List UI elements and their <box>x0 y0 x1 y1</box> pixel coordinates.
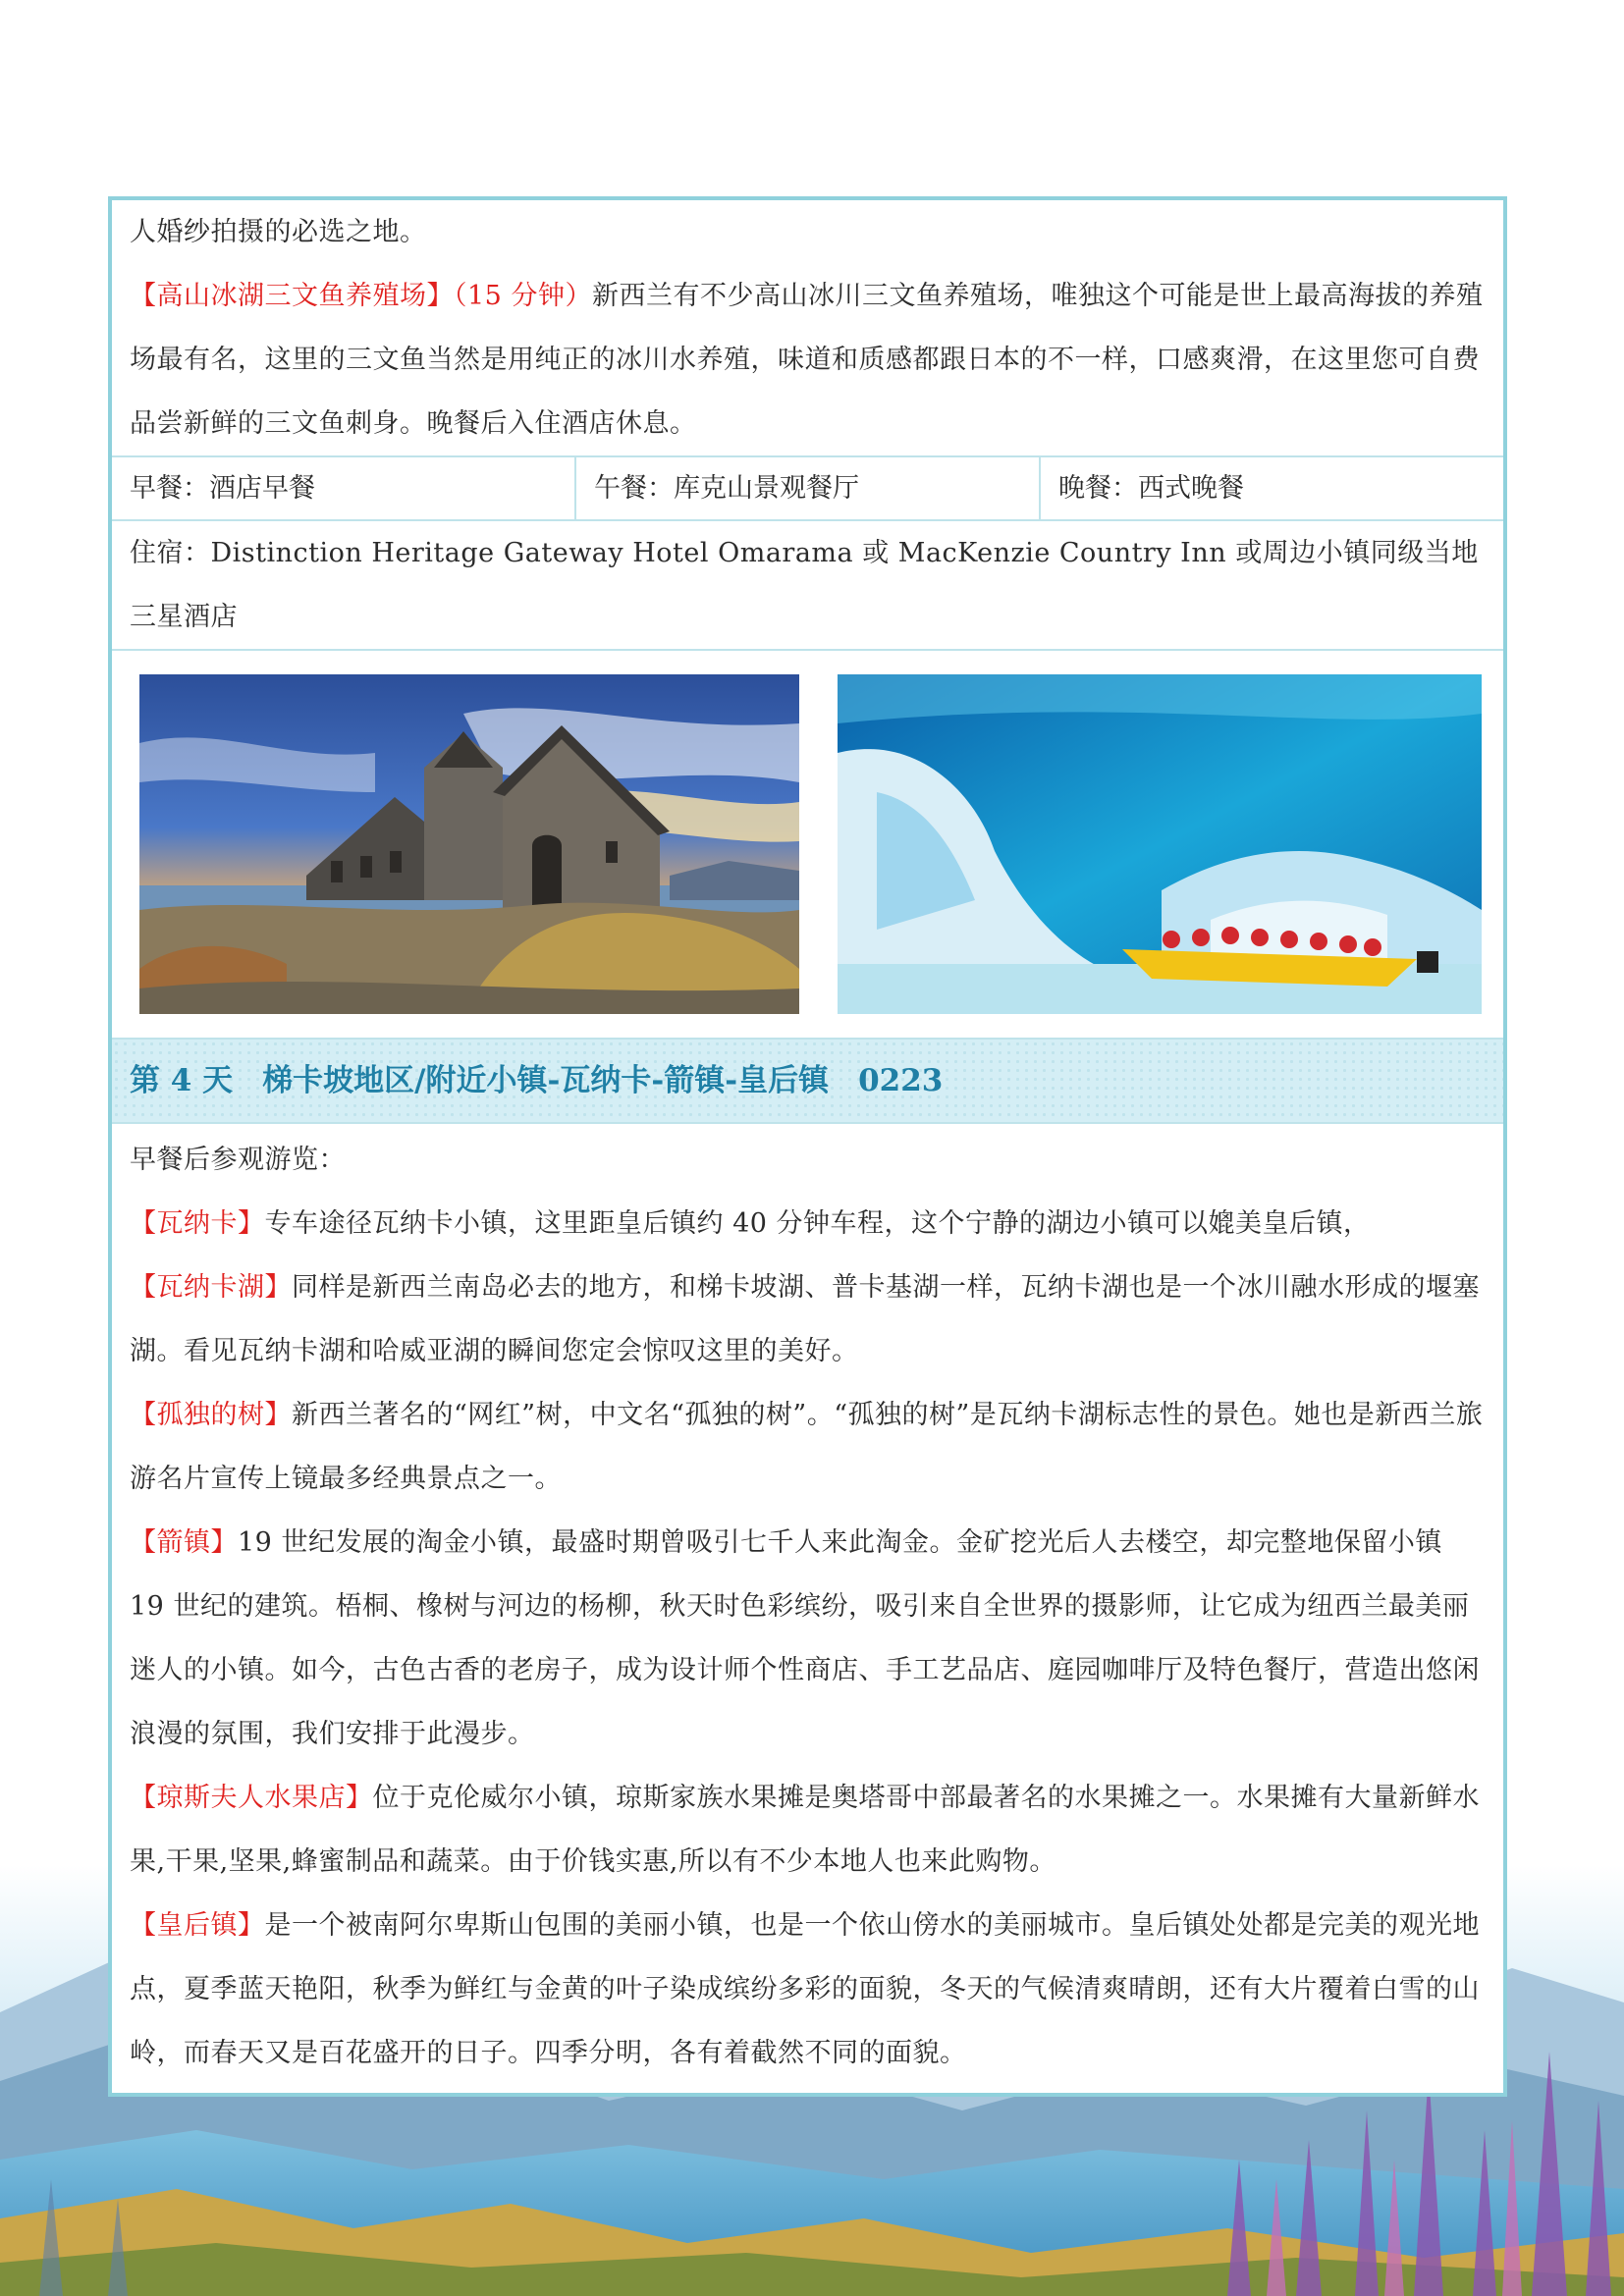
lonely-tree-paragraph <box>130 1383 1486 1511</box>
breakfast-cell: 早餐：酒店早餐 <box>112 457 576 519</box>
lake-wanaka-tag: 【瓦纳卡湖】 <box>130 1272 292 1303</box>
itinerary-frame <box>108 196 1507 2097</box>
day4-label: 第 4 天 <box>130 1063 234 1098</box>
photos-row <box>112 651 1503 1040</box>
glacier-boat-photo <box>838 674 1482 1014</box>
day3-continuation-block <box>112 200 1503 457</box>
queenstown-paragraph <box>130 1894 1486 2085</box>
day4-code: 0223 <box>858 1063 944 1098</box>
lunch-cell: 午餐：库克山景观餐厅 <box>576 457 1041 519</box>
lodging-text: 住宿：Distinction Heritage Gateway Hotel Omarama 或 MacKenzie Country Inn 或周边小镇同级当地三星酒店 <box>130 538 1479 632</box>
lonely-tree-tag: 【孤独的树】 <box>130 1400 292 1430</box>
continuation-text: 人婚纱拍摄的必选之地。 <box>130 217 427 247</box>
lake-wanaka-paragraph <box>130 1255 1486 1383</box>
day4-intro: 早餐后参观游览： <box>130 1145 346 1175</box>
lodging-row <box>112 521 1503 651</box>
church-photo <box>139 674 799 1014</box>
wanaka-tag: 【瓦纳卡】 <box>130 1208 265 1239</box>
jones-fruit-stall-paragraph <box>130 1766 1486 1894</box>
day4-route: 梯卡坡地区/附近小镇-瓦纳卡-箭镇-皇后镇 <box>262 1063 830 1098</box>
queenstown-tag: 【皇后镇】 <box>130 1910 265 1941</box>
queenstown-text: 是一个被南阿尔卑斯山包围的美丽小镇，也是一个依山傍水的美丽城市。皇后镇处处都是完美的观光地点，夏季蓝天艳阳，秋季为鲜红与金黄的叶子染成缤纷多彩的面貌，冬天的气候清爽晴朗，还有大片覆着白雪的山岭，而春天又是百花盛开的日子。四季分明，各有着截然不同的面貌。 <box>130 1910 1480 2068</box>
arrowtown-text: 19 世纪发展的淘金小镇，最盛时期曾吸引七千人来此淘金。金矿挖光后人去楼空，却完整地保留小镇 19 世纪的建筑。梧桐、橡树与河边的杨柳，秋天时色彩缤纷，吸引来自全世界的摄影师，让它成为纽西兰最美丽迷人的小镇。如今，古色古香的老房子，成为设计师个性商店、手工艺品店、庭园咖啡厅及特色餐厅，营造出悠闲浪漫的氛围，我们安排于此漫步。 <box>130 1527 1480 1749</box>
meals-row <box>112 457 1503 521</box>
day4-header <box>112 1040 1503 1124</box>
day4-content <box>112 1124 1503 2093</box>
dinner-cell: 晚餐：西式晚餐 <box>1058 473 1244 504</box>
lonely-tree-text: 新西兰著名的“网红”树，中文名“孤独的树”。“孤独的树”是瓦纳卡湖标志性的景色。她也是新西兰旅游名片宣传上镜最多经典景点之一。 <box>130 1400 1484 1494</box>
salmon-farm-tag: 【高山冰湖三文鱼养殖场】（15 分钟） <box>130 281 592 311</box>
jones-fruit-stall-text: 位于克伦威尔小镇，琼斯家族水果摊是奥塔哥中部最著名的水果摊之一。水果摊有大量新鲜水果,干果,坚果,蜂蜜制品和蔬菜。由于价钱实惠,所以有不少本地人也来此购物。 <box>130 1783 1480 1877</box>
wanaka-text: 专车途径瓦纳卡小镇，这里距皇后镇约 40 分钟车程，这个宁静的湖边小镇可以媲美皇后镇， <box>264 1208 1371 1239</box>
lake-wanaka-text: 同样是新西兰南岛必去的地方，和梯卡坡湖、普卡基湖一样，瓦纳卡湖也是一个冰川融水形成的堰塞湖。看见瓦纳卡湖和哈威亚湖的瞬间您定会惊叹这里的美好。 <box>130 1272 1480 1366</box>
salmon-farm-text: 新西兰有不少高山冰川三文鱼养殖场，唯独这个可能是世上最高海拔的养殖场最有名，这里的三文鱼当然是用纯正的冰川水养殖，味道和质感都跟日本的不一样，口感爽滑，在这里您可自费品尝新鲜的三文鱼刺身。晚餐后入住酒店休息。 <box>130 281 1484 439</box>
arrowtown-paragraph <box>130 1511 1486 1766</box>
arrowtown-tag: 【箭镇】 <box>130 1527 238 1558</box>
wanaka-paragraph <box>130 1192 1486 1255</box>
jones-fruit-stall-tag: 【琼斯夫人水果店】 <box>130 1783 373 1813</box>
salmon-farm-paragraph <box>130 264 1486 455</box>
